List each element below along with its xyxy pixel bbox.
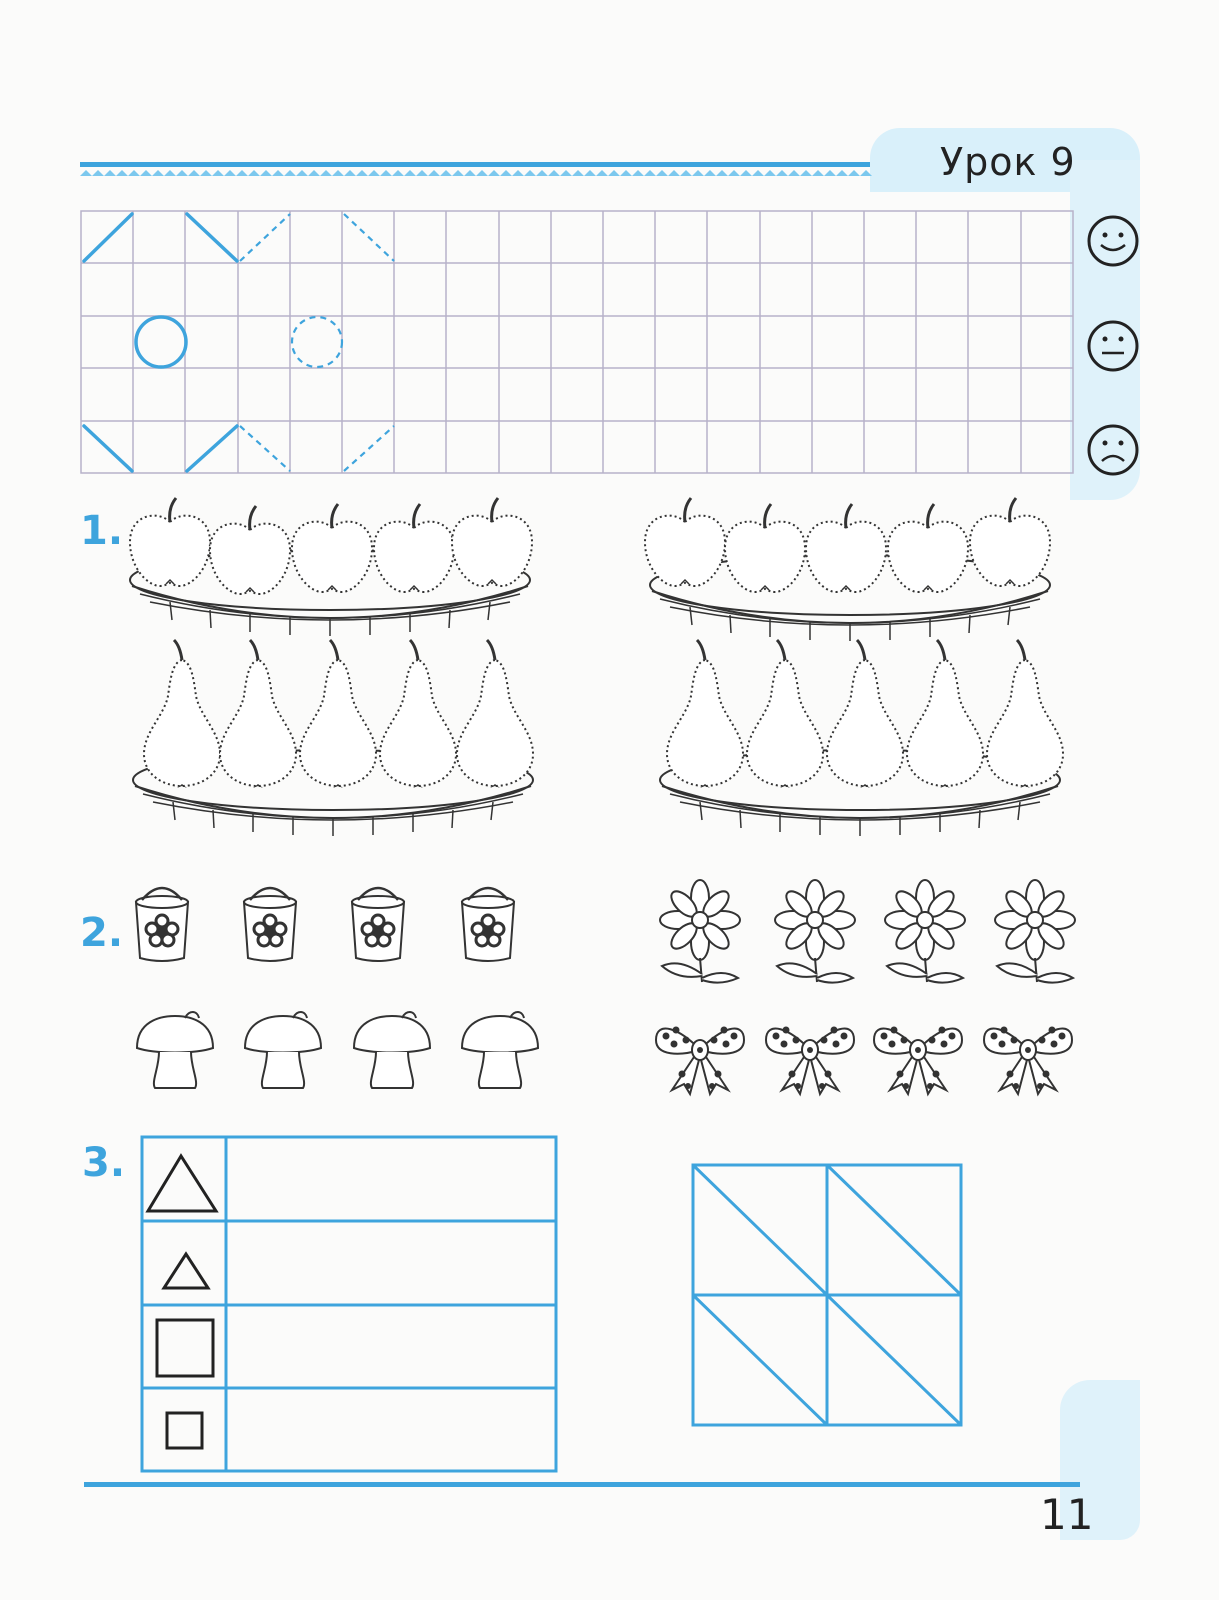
task-1-number: 1.	[80, 508, 124, 554]
task-3-number: 3.	[82, 1140, 126, 1186]
lesson-title: Урок 9	[940, 140, 1076, 184]
task-2-number: 2.	[80, 910, 124, 956]
page-number: 11	[1040, 1490, 1094, 1539]
